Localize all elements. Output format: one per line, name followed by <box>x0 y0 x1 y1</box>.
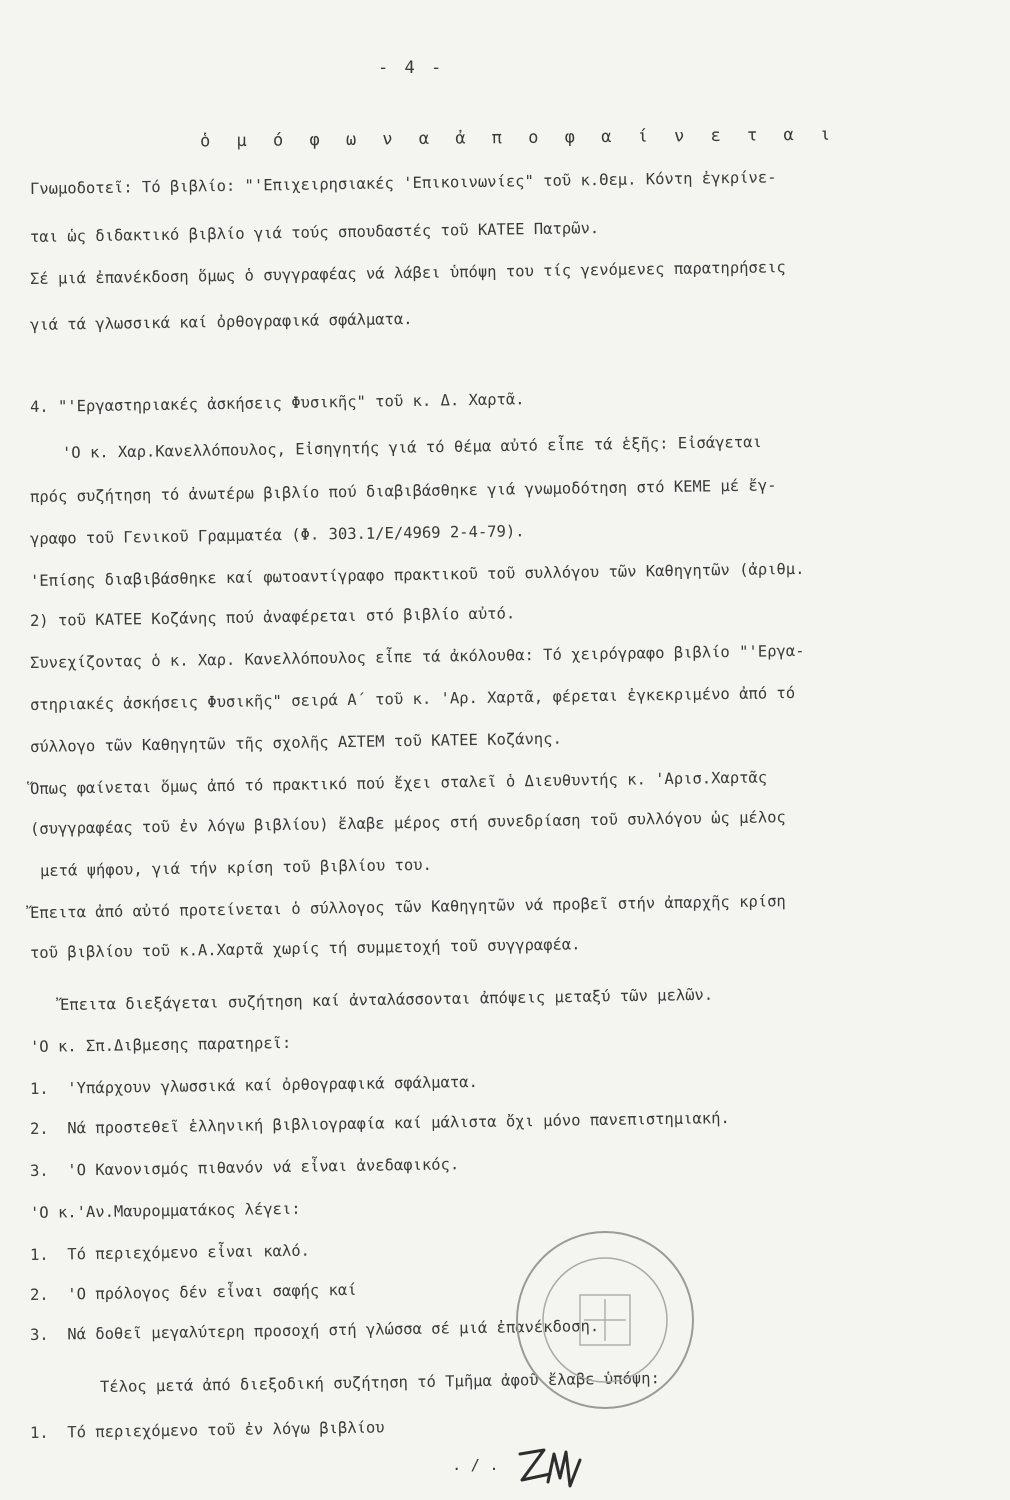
text-line-21: 1. 'Υπάρχουν γλωσσικά καί ὀρθογραφικά σφάλματα. <box>29 1072 479 1098</box>
text-line-3: Σέ μιά ἐπανέκδοση ὅμως ὁ συγγραφέας νά λάβει ὑπόψη του τίς γενόμενες παρατηρήσεις <box>29 258 786 288</box>
text-line-10: 2) τοῦ ΚΑΤΕΕ Κοζάνης πού ἀναφέρεται στό βιβλίο αὐτό. <box>29 604 516 630</box>
official-stamp <box>510 1225 700 1415</box>
continuation-mark: . / . <box>452 1456 499 1474</box>
text-line-17: Ἔπειτα ἀπό αὐτό προτείνεται ὁ σύλλογος τῶν Καθηγητῶν νά προβεῖ στήν ἀπαρχῆς κρίση <box>29 892 786 922</box>
signature <box>450 1440 600 1496</box>
text-line-1: Γνωμοδοτεῖ: Τό βιβλίο: "'Επιχειρησιακές 'Επικοινωνίες" τοῦ κ.Θεμ. Κόντη ἐγκρίνε- <box>29 168 777 198</box>
text-line-13: σύλλογο τῶν Καθηγητῶν τῆς σχολῆς ΑΣΤΕΜ τοῦ ΚΑΤΕΕ Κοζάνης. <box>29 729 562 756</box>
text-line-2: ται ὡς διδακτικό βιβλίο γιά τούς σπουδαστές τοῦ ΚΑΤΕΕ Πατρῶν. <box>29 219 600 246</box>
text-line-15: (συγγραφέας τοῦ ἐν λόγω βιβλίου) ἔλαβε μέρος στή συνεδρίαση τοῦ συλλόγου ὡς μέλος <box>29 808 786 838</box>
text-line-24: 'Ο κ.'Αν.Μαυρομματάκος λέγει: <box>29 1199 301 1222</box>
text-line-12: στηριακές ἀσκήσεις Φυσικῆς" σειρά Α΄ τοῦ κ. 'Αρ. Χαρτᾶ, φέρεται ἐγκεκριμένο ἀπό τό <box>29 683 796 714</box>
text-line-28: Τέλος μετά ἀπό διεξοδική συζήτηση τό Τμῆμα ἀφοῦ ἔλαβε ὑπόψη: <box>99 1369 660 1396</box>
text-line-20: 'Ο κ. Σπ.Διβμεσης παρατηρεῖ: <box>29 1033 292 1056</box>
text-line-25: 1. Τό περιεχόμενο εἶναι καλό. <box>29 1241 311 1264</box>
text-line-19: Ἔπειτα διεξάγεται συζήτηση καί ἀνταλάσσονται ἀπόψεις μεταξύ τῶν μελῶν. <box>59 985 714 1014</box>
decision-heading: ὁ μ ό φ ω ν α ἀ π ο φ α ί ν ε τ α ι <box>199 124 839 152</box>
text-line-27: 3. Νά δοθεῖ μεγαλύτερη προσοχή στή γλώσσα σέ μιά ἐπανέκδοση. <box>29 1317 600 1344</box>
page-number: - 4 - <box>378 58 445 78</box>
text-line-9: 'Επίσης διαβιβάσθηκε καί φωτοαντίγραφο πρακτικοῦ τοῦ συλλόγου τῶν Καθηγητῶν (ἀριθμ. <box>29 559 805 590</box>
text-line-7: πρός συζήτηση τό ἀνωτέρω βιβλίο πού διαβιβάσθηκε γιά γνωμοδότηση στό ΚΕΜΕ μέ ἔγ- <box>29 476 777 506</box>
text-line-11: Συνεχίζοντας ὁ κ. Χαρ. Κανελλόπουλος εἶπε τά ἀκόλουθα: Τό χειρόγραφο βιβλίο "'Εργα- <box>29 641 805 672</box>
text-line-4: γιά τά γλωσσικά καί ὀρθογραφικά σφάλματα. <box>29 309 413 334</box>
text-line-23: 3. 'Ο Κανονισμός πιθανόν νά εἶναι ἀνεδαφικός. <box>29 1155 460 1180</box>
text-line-29: 1. Τό περιεχόμενο τοῦ ἐν λόγω βιβλίου <box>29 1418 385 1442</box>
text-line-22: 2. Νά προστεθεῖ ἑλληνική βιβλιογραφία καί μάλιστα ὄχι μόνο πανεπιστημιακή. <box>29 1109 730 1138</box>
text-line-18: τοῦ βιβλίου τοῦ κ.Α.Χαρτᾶ χωρίς τή συμμετοχή τοῦ συγγραφέα. <box>29 935 581 962</box>
text-line-14: Ὅπως φαίνεται ὅμως ἀπό τό πρακτικό πού ἔχει σταλεῖ ὁ Διευθυντής κ. 'Αρισ.Χαρτᾶς <box>29 768 768 798</box>
text-line-26: 2. 'Ο πρόλογος δέν εἶναι σαφής καί <box>29 1280 357 1304</box>
text-line-16: μετά ψήφου, γιά τήν κρίση τοῦ βιβλίου του. <box>39 855 433 880</box>
text-line-5: 4. "'Εργαστηριακές ἀσκήσεις Φυσικῆς" τοῦ κ. Δ. Χαρτᾶ. <box>29 390 525 416</box>
text-line-8: γραφο τοῦ Γενικοῦ Γραμματέα (Φ. 303.1/Ε/4969 2-4-79). <box>29 522 525 548</box>
text-line-6: 'Ο κ. Χαρ.Κανελλόπουλος, Εἰσηγητής γιά τό θέμα αὐτό εἶπε τά ἑξῆς: Εἰσάγεται <box>61 433 762 462</box>
